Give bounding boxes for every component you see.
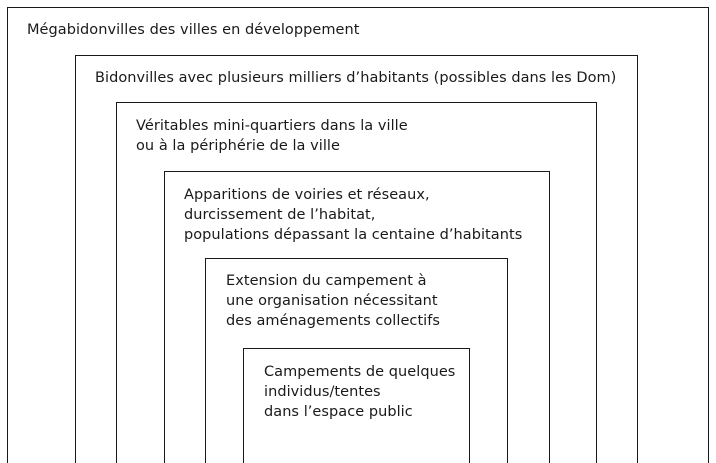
level-6-line-2: individus/tentes (264, 384, 381, 400)
level-3-line-2: ou à la périphérie de la ville (136, 138, 340, 154)
level-4-line-1: Apparitions de voiries et réseaux, (184, 187, 430, 203)
level-6-label (264, 362, 455, 422)
level-4-line-3: populations dépassant la centaine d’habitants (184, 227, 523, 243)
level-6-line-3: dans l’espace public (264, 404, 413, 420)
level-3-line-1: Véritables mini-quartiers dans la ville (136, 118, 408, 134)
level-6-line-1: Campements de quelques (264, 364, 456, 380)
level-5-line-2: une organisation nécessitant (226, 293, 438, 309)
level-3-label (136, 116, 408, 156)
level-4-label (184, 185, 522, 245)
level-2-line-1: Bidonvilles avec plusieurs milliers d’habitants (possibles dans les Dom) (95, 70, 617, 86)
level-5-line-1: Extension du campement à (226, 273, 427, 289)
level-1-label (27, 20, 359, 40)
level-5-label (226, 271, 440, 331)
level-4-line-2: durcissement de l’habitat, (184, 207, 376, 223)
level-2-label (95, 68, 616, 88)
level-1-line-1: Mégabidonvilles des villes en développement (27, 22, 360, 38)
level-5-line-3: des aménagements collectifs (226, 313, 441, 329)
